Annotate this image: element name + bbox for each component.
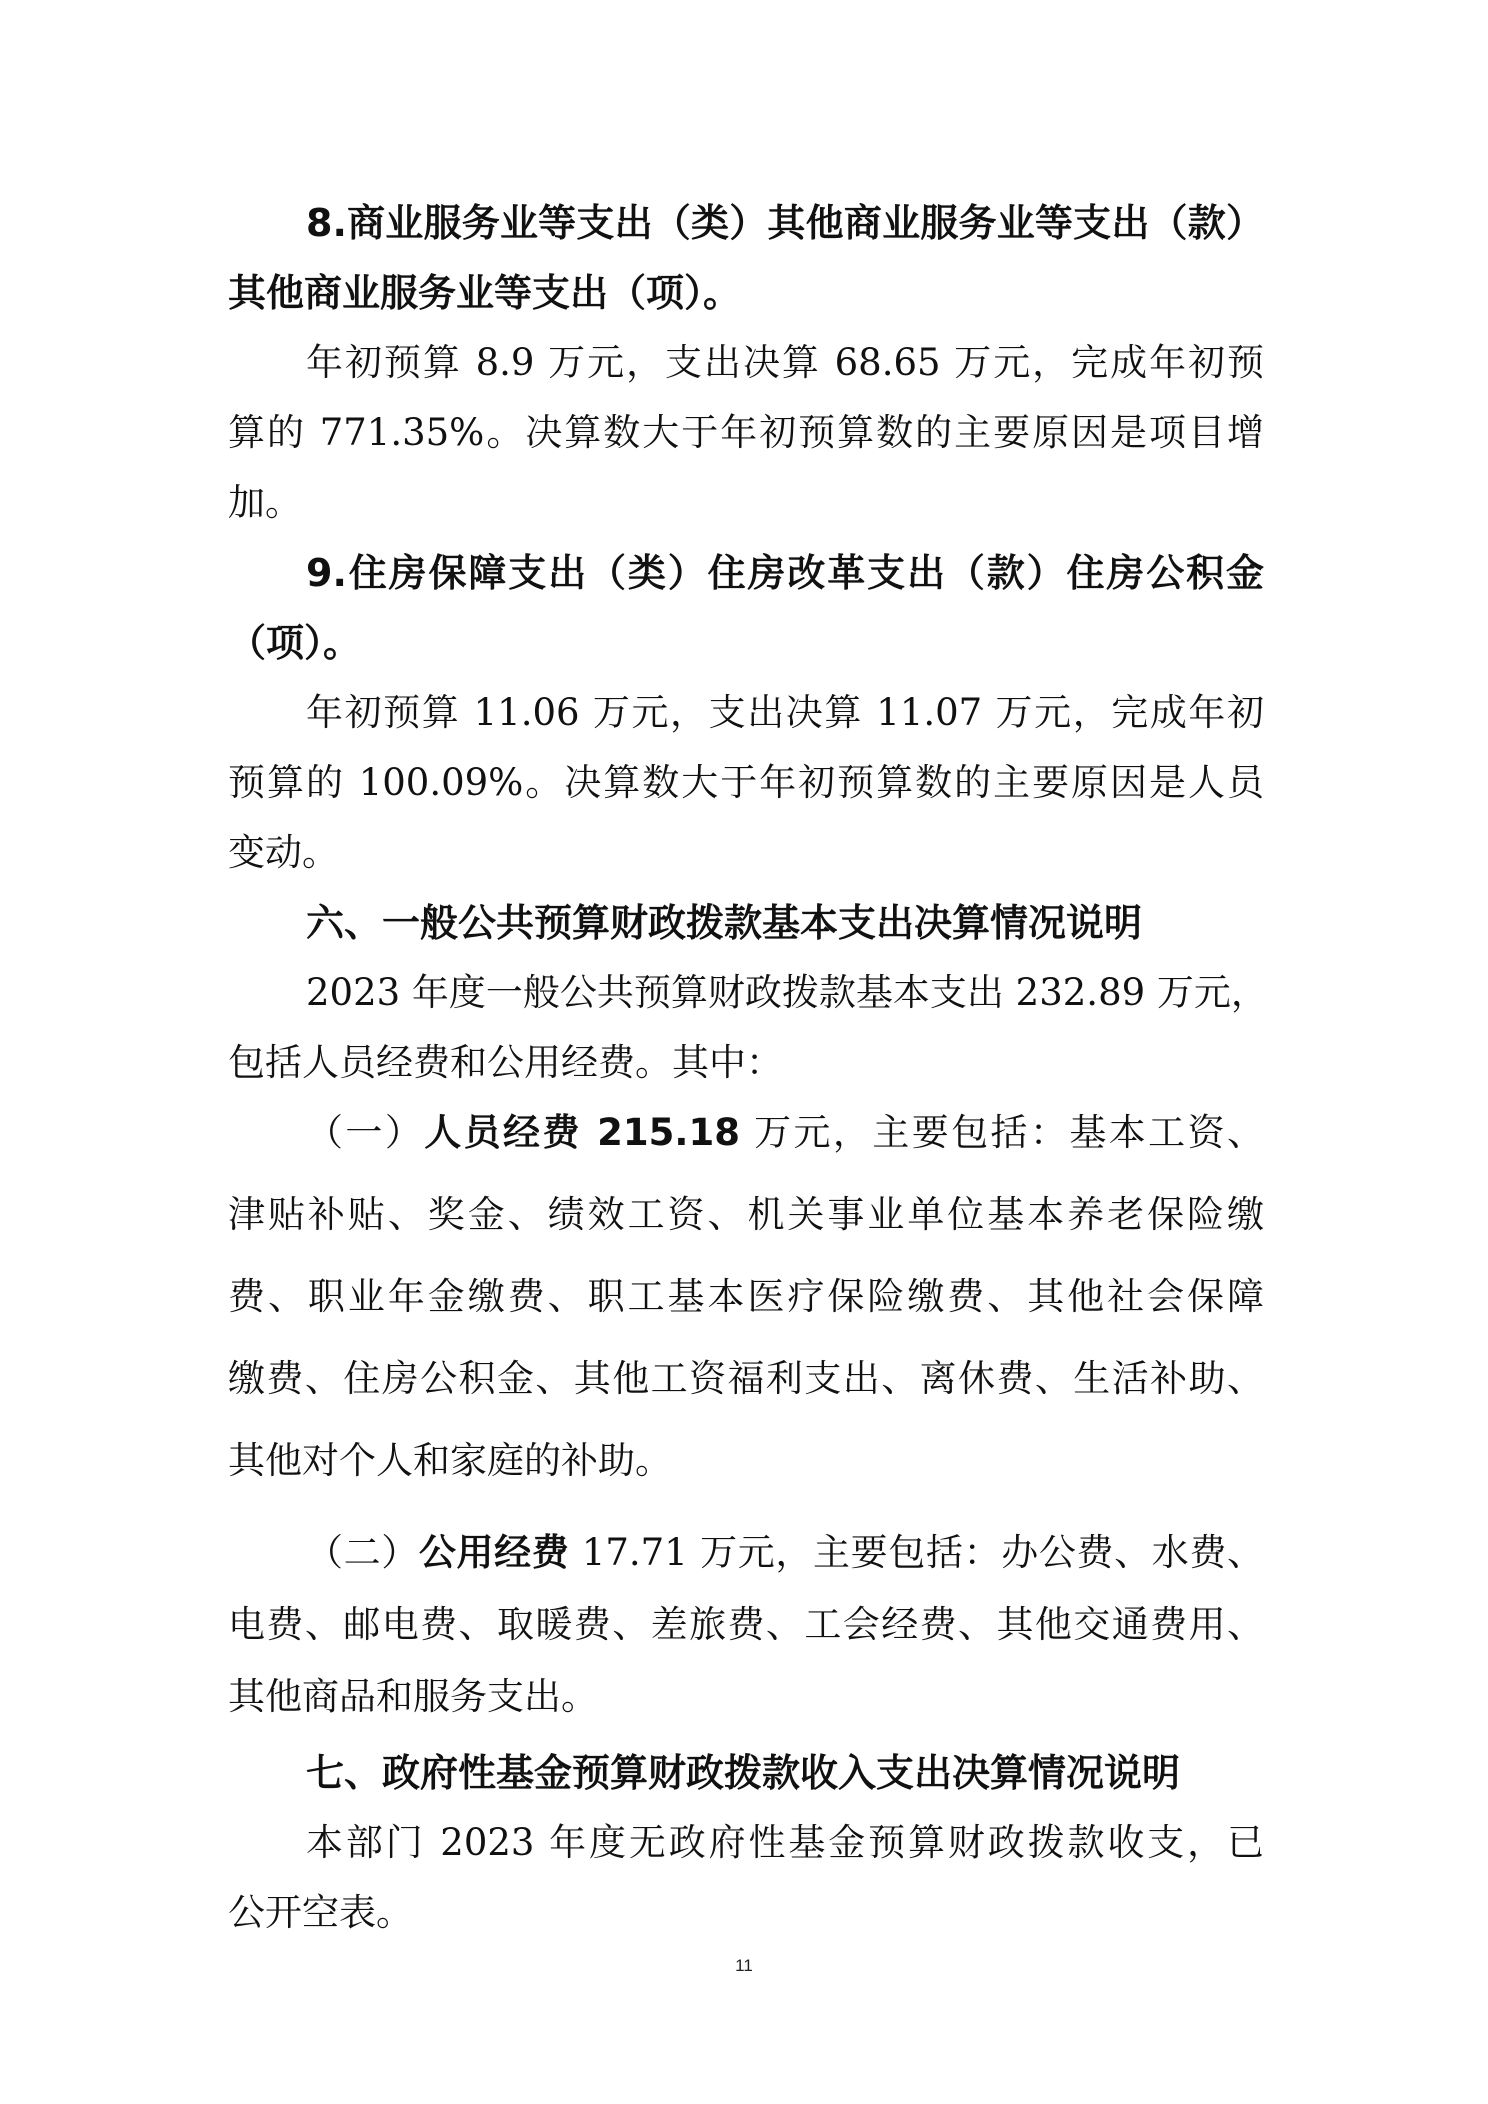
section7-heading: 七、政府性基金预算财政拨款收入支出决算情况说明	[306, 1751, 1181, 1795]
public-label: 公用经费	[418, 1531, 570, 1574]
public-line2: 电费、邮电费、取暖费、差旅费、工会经费、其他交通费用、	[228, 1603, 1264, 1646]
personnel-prefix: （一）	[306, 1111, 425, 1154]
personnel-label: 人员经费 215.18	[424, 1111, 740, 1154]
item9-heading-line1: 9.住房保障支出（类）住房改革支出（款）住房公积金	[306, 551, 1264, 595]
page-number: 11	[735, 1956, 753, 1975]
personnel-rest: 万元，主要包括：基本工资、	[739, 1111, 1264, 1154]
public-line3: 其他商品和服务支出。	[228, 1675, 598, 1718]
item9-heading-line2: （项）。	[228, 621, 362, 665]
personnel-line3: 费、职业年金缴费、职工基本医疗保险缴费、其他社会保障	[228, 1275, 1264, 1318]
public-line1	[306, 1518, 1264, 1588]
item8-heading-line2: 其他商业服务业等支出（项）。	[228, 271, 742, 315]
item8-body-line3: 加。	[228, 481, 302, 524]
item8-heading-line1: 8.商业服务业等支出（类）其他商业服务业等支出（款）	[306, 201, 1264, 245]
personnel-line1	[306, 1098, 1264, 1168]
item9-body-line3: 变动。	[228, 831, 339, 874]
item9-body-line2: 预算的 100.09%。决算数大于年初预算数的主要原因是人员	[228, 761, 1264, 804]
section6-heading: 六、一般公共预算财政拨款基本支出决算情况说明	[306, 901, 1143, 945]
personnel-line2: 津贴补贴、奖金、绩效工资、机关事业单位基本养老保险缴	[228, 1193, 1264, 1236]
section6-intro-line1: 2023 年度一般公共预算财政拨款基本支出 232.89 万元，	[306, 971, 1268, 1014]
personnel-line4: 缴费、住房公积金、其他工资福利支出、离休费、生活补助、	[228, 1357, 1264, 1400]
section6-intro-line2: 包括人员经费和公用经费。其中：	[228, 1041, 783, 1084]
item8-body-line2: 算的 771.35%。决算数大于年初预算数的主要原因是项目增	[228, 411, 1264, 454]
item8-body-line1: 年初预算 8.9 万元，支出决算 68.65 万元，完成年初预	[306, 341, 1264, 384]
public-rest: 17.71 万元，主要包括：办公费、水费、	[569, 1531, 1265, 1574]
section7-body-line1: 本部门 2023 年度无政府性基金预算财政拨款收支，已	[306, 1821, 1264, 1864]
section7-body-line2: 公开空表。	[228, 1891, 413, 1934]
public-prefix: （二）	[306, 1531, 419, 1574]
personnel-line5: 其他对个人和家庭的补助。	[228, 1439, 672, 1482]
item9-body-line1: 年初预算 11.06 万元，支出决算 11.07 万元，完成年初	[306, 691, 1264, 734]
